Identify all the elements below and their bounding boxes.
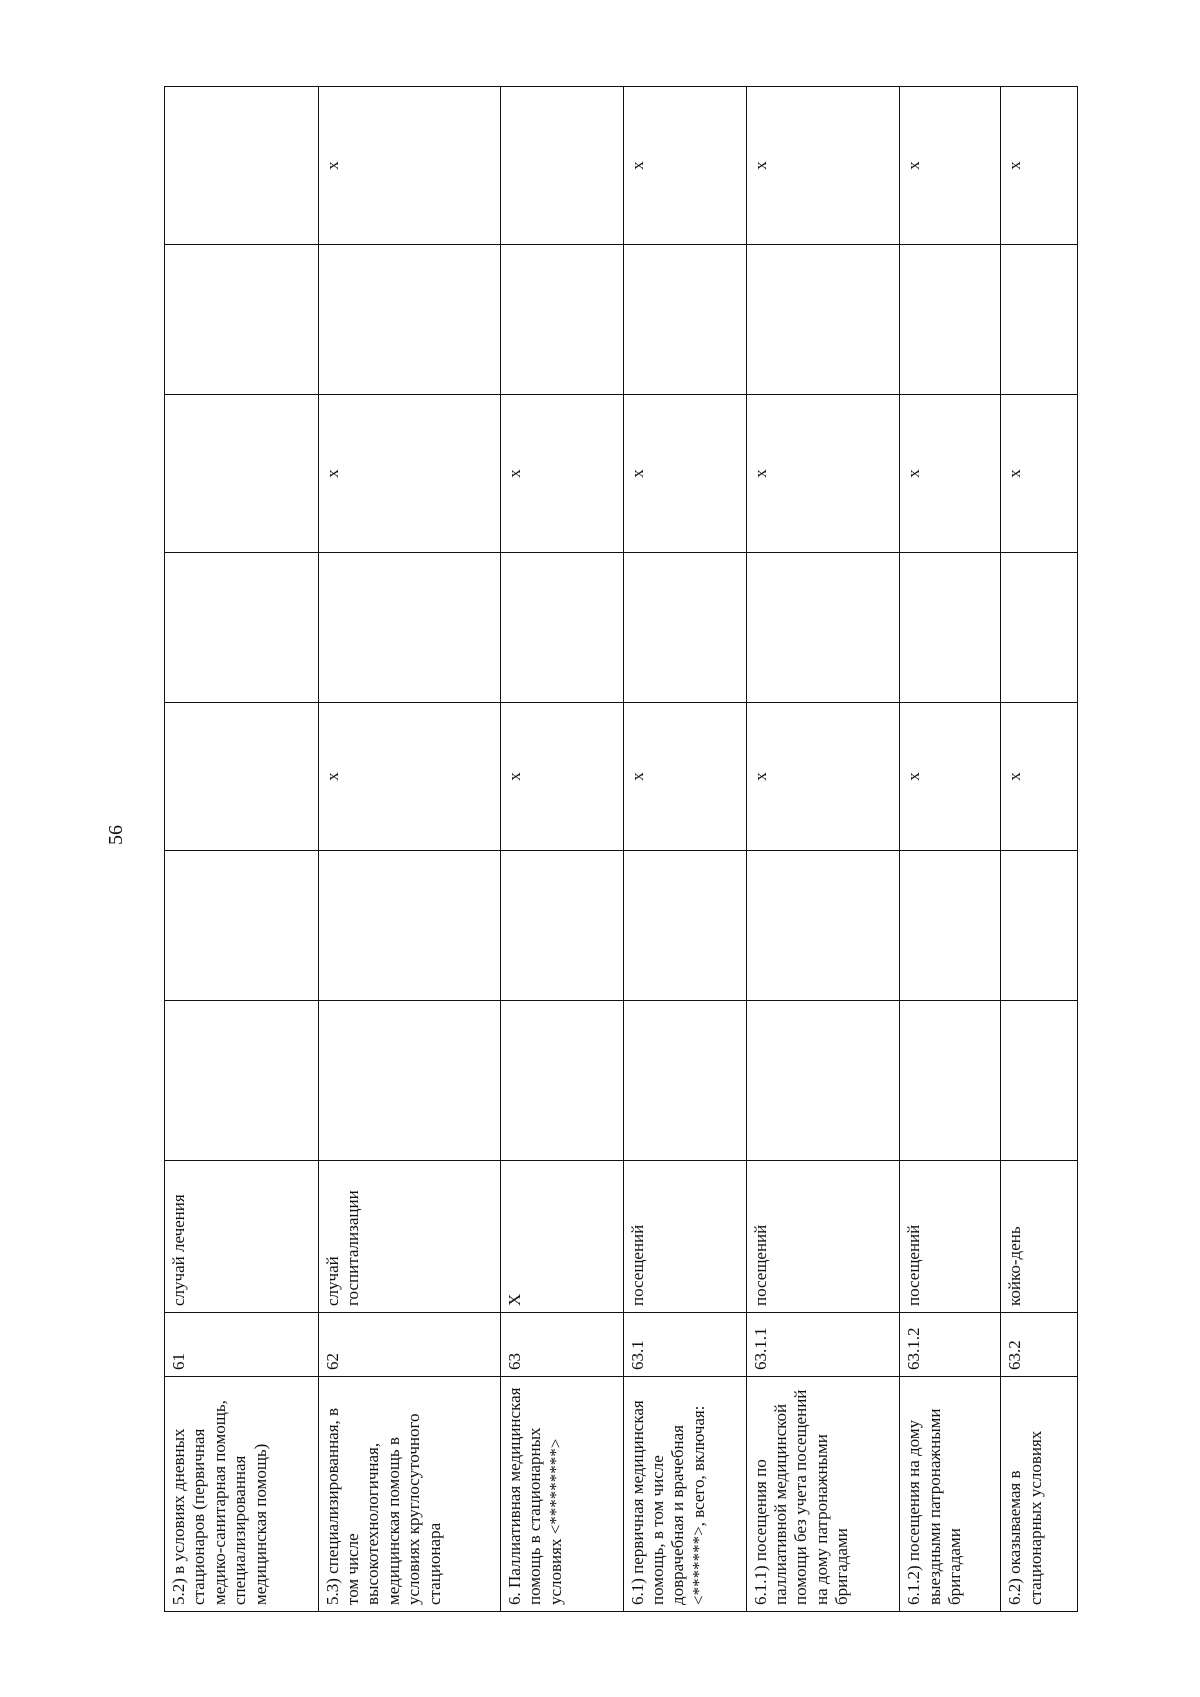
row-name: 6.2) оказываемая в стационарных условиях xyxy=(1001,1377,1078,1612)
row-unit: Х xyxy=(500,1161,623,1313)
cell-col-8: х xyxy=(746,395,900,553)
cell-col-6 xyxy=(165,703,319,851)
cell-col-9 xyxy=(318,245,500,395)
cell-col-9 xyxy=(746,245,900,395)
row-number: 63.1.1 xyxy=(746,1313,900,1377)
cell-col-7 xyxy=(500,553,623,703)
cell-col-4 xyxy=(318,1001,500,1161)
cell-col-7 xyxy=(165,553,319,703)
cell-col-10 xyxy=(500,87,623,245)
cell-col-4 xyxy=(623,1001,746,1161)
row-name: 6. Паллиативная медицинская помощь в стационарных условиях <*********> xyxy=(500,1377,623,1612)
row-name: 6.1.2) посещения на дому выездными патронажными бригадами xyxy=(900,1377,1001,1612)
cell-col-6: х xyxy=(318,703,500,851)
cell-col-10: х xyxy=(318,87,500,245)
row-name: 6.1.1) посещения по паллиативной медицинской помощи без учета посещений на дому патронажными бригадами xyxy=(746,1377,900,1612)
cell-col-10: х xyxy=(1001,87,1078,245)
table-row xyxy=(500,87,623,1612)
cell-col-5 xyxy=(165,851,319,1001)
row-unit: посещений xyxy=(746,1161,900,1313)
cell-col-8: х xyxy=(318,395,500,553)
data-table xyxy=(164,86,1078,1612)
cell-col-8: х xyxy=(623,395,746,553)
table-row xyxy=(165,87,319,1612)
table-row xyxy=(746,87,900,1612)
cell-col-6: х xyxy=(1001,703,1078,851)
table-row xyxy=(318,87,500,1612)
cell-col-9 xyxy=(500,245,623,395)
cell-col-7 xyxy=(746,553,900,703)
table-row xyxy=(1001,87,1078,1612)
table-row xyxy=(900,87,1001,1612)
cell-col-8: х xyxy=(500,395,623,553)
row-number: 61 xyxy=(165,1313,319,1377)
cell-col-4 xyxy=(165,1001,319,1161)
cell-col-8 xyxy=(165,395,319,553)
cell-col-7 xyxy=(900,553,1001,703)
cell-col-8: х xyxy=(1001,395,1078,553)
row-number: 62 xyxy=(318,1313,500,1377)
cell-col-6: х xyxy=(746,703,900,851)
cell-col-10 xyxy=(165,87,319,245)
row-number: 63.1 xyxy=(623,1313,746,1377)
cell-col-6: х xyxy=(623,703,746,851)
cell-col-5 xyxy=(318,851,500,1001)
cell-col-8: х xyxy=(900,395,1001,553)
cell-col-10: х xyxy=(900,87,1001,245)
table-row xyxy=(623,87,746,1612)
row-name: 5.2) в условиях дневных стационаров (первичная медико-санитарная помощь, специализированная медицинская помощь) xyxy=(165,1377,319,1612)
cell-col-5 xyxy=(623,851,746,1001)
cell-col-7 xyxy=(623,553,746,703)
page-number: 56 xyxy=(105,825,127,845)
cell-col-7 xyxy=(1001,553,1078,703)
cell-col-4 xyxy=(1001,1001,1078,1161)
row-name: 5.3) специализированная, в том числе высокотехнологичная, медицинская помощь в условиях круглосуточного стационара xyxy=(318,1377,500,1612)
cell-col-9 xyxy=(900,245,1001,395)
row-number: 63.1.2 xyxy=(900,1313,1001,1377)
cell-col-4 xyxy=(500,1001,623,1161)
cell-col-5 xyxy=(500,851,623,1001)
cell-col-6: х xyxy=(500,703,623,851)
row-unit: посещений xyxy=(900,1161,1001,1313)
cell-col-9 xyxy=(623,245,746,395)
cell-col-5 xyxy=(900,851,1001,1001)
cell-col-9 xyxy=(1001,245,1078,395)
row-number: 63 xyxy=(500,1313,623,1377)
cell-col-4 xyxy=(746,1001,900,1161)
row-unit: случай лечения xyxy=(165,1161,319,1313)
row-unit: случай госпитализации xyxy=(318,1161,500,1313)
cell-col-9 xyxy=(165,245,319,395)
cell-col-6: х xyxy=(900,703,1001,851)
cell-col-10: х xyxy=(623,87,746,245)
row-name: 6.1) первичная медицинская помощь, в том числе доврачебная и врачебная <*******>, всего, включая: xyxy=(623,1377,746,1612)
row-number: 63.2 xyxy=(1001,1313,1078,1377)
rotated-table-container xyxy=(164,87,1078,1612)
cell-col-10: х xyxy=(746,87,900,245)
row-unit: посещений xyxy=(623,1161,746,1313)
cell-col-4 xyxy=(900,1001,1001,1161)
cell-col-5 xyxy=(746,851,900,1001)
cell-col-5 xyxy=(1001,851,1078,1001)
row-unit: койко-день xyxy=(1001,1161,1078,1313)
cell-col-7 xyxy=(318,553,500,703)
